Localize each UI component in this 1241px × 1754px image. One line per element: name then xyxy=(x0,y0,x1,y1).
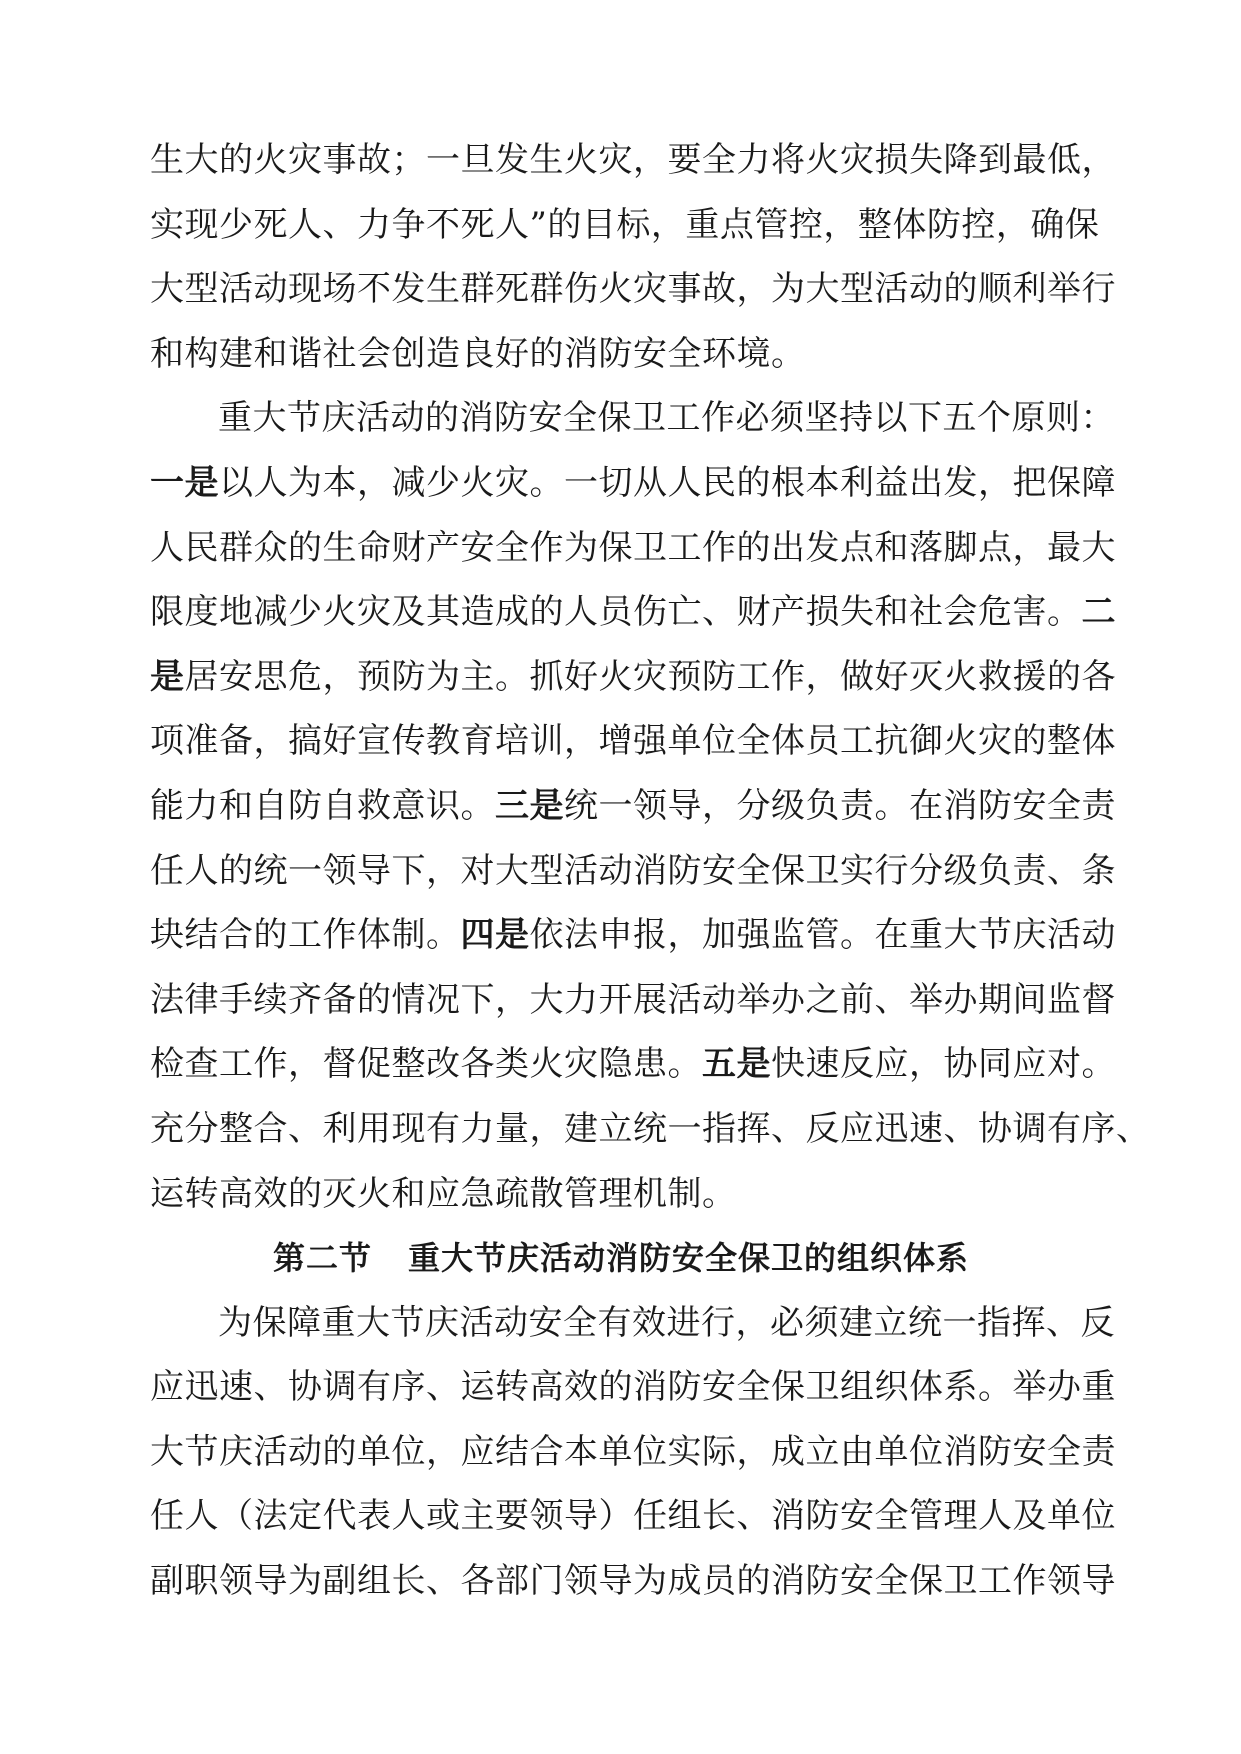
text-segment: 依法申报，加强监管。在重大节庆活动 xyxy=(529,915,1116,956)
text-segment: 限度地减少火灾及其造成的人员伤亡、财产损失和社会危害。 xyxy=(150,592,1082,633)
text-line: 重大节庆活动的消防安全保卫工作必须坚持以下五个原则： xyxy=(218,398,1115,439)
text-line: 运转高效的灭火和应急疏散管理机制。 xyxy=(150,1173,737,1214)
text-line xyxy=(150,645,1116,710)
text-line: 实现少死人、力争不死人”的目标，重点管控，整体防控，确保 xyxy=(150,204,1100,245)
text-line: 生大的火灾事故；一旦发生火灾，要全力将火灾损失降到最低， xyxy=(150,140,1116,180)
text-line: 大型活动现场不发生群死群伤火灾事故，为大型活动的顺利举行 xyxy=(150,269,1116,310)
paragraph-principles xyxy=(150,386,1151,1226)
text-line: 充分整合、利用现有力量，建立统一指挥、反应迅速、协调有序、 xyxy=(150,1108,1151,1149)
text-segment: 统一领导，分级负责。在消防安全责 xyxy=(564,785,1116,826)
text-segment: 检查工作，督促整改各类火灾隐患。 xyxy=(150,1044,702,1085)
section-title: 重大节庆活动消防安全保卫的组织体系 xyxy=(408,1239,970,1278)
paragraph-organization xyxy=(150,1291,1116,1614)
text-line: 人民群众的生命财产安全作为保卫工作的出发点和落脚点，最大 xyxy=(150,527,1116,568)
text-line xyxy=(150,774,1116,839)
principle-marker-5: 五是 xyxy=(702,1044,771,1085)
text-line xyxy=(150,903,1116,968)
text-line: 任人的统一领导下，对大型活动消防安全保卫实行分级负责、条 xyxy=(150,850,1116,891)
document-page xyxy=(150,128,1151,1614)
principle-marker-1: 一是 xyxy=(150,462,219,503)
principle-marker-3: 三是 xyxy=(495,785,564,826)
text-line: 大节庆活动的单位，应结合本单位实际，成立由单位消防安全责 xyxy=(150,1431,1116,1472)
text-line xyxy=(150,580,1116,645)
section-number: 第二节 xyxy=(272,1239,372,1278)
principle-marker-2-part-a: 二 xyxy=(1081,592,1116,633)
text-segment: 块结合的工作体制。 xyxy=(150,915,461,956)
section-heading xyxy=(150,1226,1092,1291)
principle-marker-2-part-b: 是 xyxy=(150,656,185,697)
text-segment: 居安思危，预防为主。抓好火灾预防工作，做好灭火救援的各 xyxy=(184,656,1116,697)
text-line xyxy=(150,1032,1116,1097)
text-line: 任人（法定代表人或主要领导）任组长、消防安全管理人及单位 xyxy=(150,1496,1116,1537)
text-line: 应迅速、协调有序、运转高效的消防安全保卫组织体系。举办重 xyxy=(150,1367,1116,1408)
text-line: 法律手续齐备的情况下，大力开展活动举办之前、举办期间监督 xyxy=(150,979,1116,1020)
text-segment: 快速反应，协同应对。 xyxy=(771,1044,1116,1085)
text-segment: 能力和自防自救意识。 xyxy=(150,785,495,826)
text-segment: 以人为本，减少火灾。一切从人民的根本利益出发，把保障 xyxy=(219,462,1116,503)
text-line: 副职领导为副组长、各部门领导为成员的消防安全保卫工作领导 xyxy=(150,1561,1116,1602)
text-line xyxy=(150,451,1116,516)
text-line: 和构建和谐社会创造良好的消防安全环境。 xyxy=(150,333,806,374)
text-line: 为保障重大节庆活动安全有效进行，必须建立统一指挥、反 xyxy=(218,1302,1115,1343)
paragraph-continuation xyxy=(150,128,1116,386)
text-line: 项准备，搞好宣传教育培训，增强单位全体员工抗御火灾的整体 xyxy=(150,721,1116,762)
principle-marker-4: 四是 xyxy=(460,915,530,956)
